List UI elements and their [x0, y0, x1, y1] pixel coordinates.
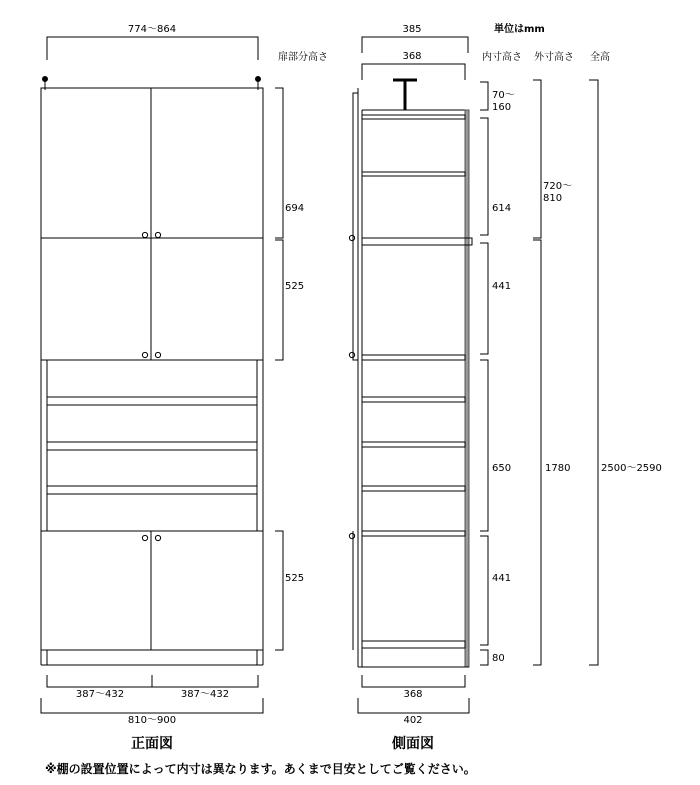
- inner-dim-bracket: [480, 536, 488, 645]
- inner-height-value: 650: [492, 463, 512, 474]
- outer-dim-bracket: [533, 80, 541, 238]
- front-upper-cabinet: [41, 88, 263, 360]
- inner-height-value: 441: [492, 281, 512, 292]
- side-shelf: [362, 397, 465, 402]
- inner-dim-bracket: [480, 243, 488, 354]
- door-dim-bracket: [275, 88, 283, 238]
- side-shelf: [362, 486, 465, 491]
- door-height-value: 525: [285, 573, 305, 584]
- front-top-dim-line: [47, 37, 258, 60]
- inner-dim-bracket: [480, 650, 488, 665]
- door-height-value: 525: [285, 281, 305, 292]
- half-width-label: 387〜432: [75, 689, 125, 700]
- outer-lower-height: 1780: [545, 463, 571, 474]
- door-dim-bracket: [275, 531, 283, 650]
- side-shelf: [362, 641, 465, 648]
- side-view-title: 側面図: [392, 736, 434, 752]
- door-knob: [155, 352, 160, 357]
- front-view: [41, 37, 283, 713]
- front-top-width: 774〜864: [127, 24, 177, 35]
- side-knob: [349, 235, 354, 240]
- side-bottom-inner-dim: [362, 675, 465, 687]
- side-view: [349, 37, 598, 713]
- side-shelf: [362, 172, 465, 176]
- inner-height-value: 80: [492, 653, 505, 664]
- inner-dim-bracket: [480, 360, 488, 531]
- door-height-value: 694: [285, 203, 305, 214]
- front-shelf: [47, 442, 257, 450]
- inner-height-value: 441: [492, 573, 512, 584]
- side-knob: [349, 533, 354, 538]
- inner-dim-bracket: [480, 118, 488, 235]
- side-bottom-inner-label: 368: [403, 689, 423, 700]
- inner-height-header: 内寸高さ: [482, 52, 522, 63]
- door-knob: [155, 535, 160, 540]
- adjuster-range: 70〜: [492, 90, 515, 101]
- front-view-title: 正面図: [131, 736, 173, 752]
- inner-height-value: 614: [492, 203, 512, 214]
- outer-height-header: 外寸高さ: [534, 52, 574, 63]
- side-door-edge-upper: [353, 88, 358, 360]
- front-lower-cabinet: [41, 531, 263, 650]
- side-shelf: [362, 531, 465, 536]
- side-shelf: [362, 115, 465, 119]
- total-width-label: 810〜900: [127, 715, 177, 726]
- half-width-label: 387〜432: [180, 689, 230, 700]
- side-top-inner-dim: [362, 64, 465, 80]
- door-height-label: 扉部分高さ: [278, 52, 328, 63]
- adjuster-range: 160: [492, 102, 512, 113]
- footnote: ※棚の設置位置によって内寸は異なります。あくまで目安としてご覧ください。: [45, 762, 476, 776]
- back-panel: [465, 110, 469, 667]
- side-shelf: [362, 355, 465, 360]
- side-shelf: [362, 238, 472, 245]
- total-width-dim-line: [41, 698, 263, 713]
- total-height-bracket: [589, 80, 598, 665]
- right-tensioner-knob: [256, 77, 261, 82]
- inner-dim-bracket: [480, 82, 488, 110]
- side-bottom-outer-dim: [358, 698, 469, 713]
- door-knob: [142, 535, 147, 540]
- front-shelf: [47, 397, 257, 405]
- total-height-value: 2500〜2590: [601, 463, 662, 474]
- outer-upper-height: 720〜: [543, 181, 573, 192]
- total-height-header: 全高: [590, 52, 610, 63]
- side-top-inner-label: 368: [402, 51, 422, 62]
- left-tensioner-knob: [43, 77, 48, 82]
- side-knob: [349, 352, 354, 357]
- door-knob: [155, 232, 160, 237]
- side-top-outer-label: 385: [402, 24, 422, 35]
- unit-label: 単位はmm: [494, 24, 545, 35]
- door-knob: [142, 352, 147, 357]
- front-shelf: [47, 486, 257, 494]
- side-bottom-outer-label: 402: [403, 715, 423, 726]
- door-knob: [142, 232, 147, 237]
- outer-dim-bracket: [533, 240, 541, 665]
- side-shelf: [362, 442, 465, 447]
- door-dim-bracket: [275, 240, 283, 360]
- outer-upper-height: 810: [543, 193, 563, 204]
